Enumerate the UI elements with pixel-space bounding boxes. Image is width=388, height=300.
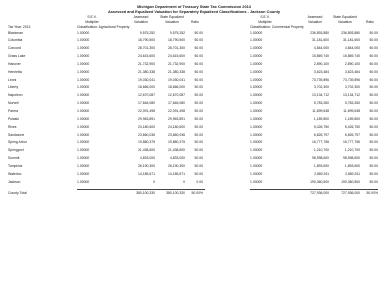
ag-assessed: 19,030,041 xyxy=(138,77,155,82)
com-ratio: 50.00 xyxy=(369,179,378,184)
ag-ratio: 50.00 xyxy=(194,140,203,145)
unit-name: Parma xyxy=(8,109,18,113)
ag-ratio: 50.00 xyxy=(194,163,203,168)
com-sev: 5,426,750 xyxy=(344,124,360,129)
ag-sev: 24,180,600 xyxy=(168,124,185,129)
unit-name: Tompkins xyxy=(8,163,23,168)
com-sev: 236,893,880 xyxy=(341,30,360,35)
com-ratio: 50.00 xyxy=(369,171,378,176)
ag-ratio: 50.00 xyxy=(194,109,203,113)
com-multiplier-header-2: Multiplier xyxy=(258,20,272,24)
ag-assessed: 18,666,000 xyxy=(138,85,155,90)
ag-multiplier: 1.00000 xyxy=(77,69,90,74)
unit-name: Concord xyxy=(8,46,21,51)
com-sev-header-1: State Equalized xyxy=(333,15,357,19)
ag-sev: 17,646,080 xyxy=(168,101,185,106)
com-sev: 73,739,896 xyxy=(343,77,360,82)
table-row xyxy=(0,31,388,36)
unit-name: Blackman xyxy=(8,30,23,35)
com-assessed: 31,181,600 xyxy=(312,38,329,43)
ag-assessed: 18,790,500 xyxy=(138,38,155,43)
ag-ratio: 50.00 xyxy=(194,116,203,121)
com-assessed: 5,783,260 xyxy=(313,101,329,106)
unit-name: Summit xyxy=(8,156,20,161)
ag-ratio-header: Ratio xyxy=(191,20,199,24)
ag-ratio: 50.00 xyxy=(194,46,203,51)
com-ratio: 50.00 xyxy=(369,46,378,51)
ag-ratio: 50.00 xyxy=(194,54,203,59)
com-ratio: 50.00 xyxy=(369,93,378,98)
ag-sev: 12,670,087 xyxy=(168,93,185,98)
ag-assessed: 22,091,498 xyxy=(138,109,155,113)
unit-name: Liberty xyxy=(8,85,19,90)
com-sev: 13,134,712 xyxy=(343,93,360,98)
com-assessed: 98,998,600 xyxy=(312,156,329,161)
com-multiplier: 1.00000 xyxy=(250,124,263,129)
ag-assessed: 26,190,300 xyxy=(138,163,155,168)
com-sev: 3,702,300 xyxy=(344,85,360,90)
com-multiplier: 1.00000 xyxy=(250,30,263,35)
com-multiplier: 1.00000 xyxy=(250,163,263,168)
com-multiplier: 1.00000 xyxy=(250,116,263,121)
ag-assessed: 21,438,600 xyxy=(138,148,155,153)
ag-ratio: 50.00 xyxy=(194,124,203,129)
ag-multiplier: 1.00000 xyxy=(77,179,90,184)
ag-classification-label: Classification: Agricultural Property xyxy=(77,25,130,29)
table-row xyxy=(0,133,388,138)
table-row xyxy=(0,38,388,43)
ag-sev: 22,091,498 xyxy=(168,109,185,113)
ag-sev: 19,030,041 xyxy=(168,77,185,82)
report-title-line-1: Michigan Department of Treasury State Tax Commission 2013 xyxy=(137,4,251,9)
ag-ratio: 50.00 xyxy=(194,101,203,106)
com-multiplier: 1.00000 xyxy=(250,179,263,184)
unit-name: Waterloo xyxy=(8,171,22,176)
com-assessed: 1,189,800 xyxy=(313,116,329,121)
ag-sev: 19,880,375 xyxy=(168,140,185,145)
com-assessed: 6,826,797 xyxy=(313,132,329,137)
com-sev: 15,869,740 xyxy=(343,54,360,59)
table-row xyxy=(0,156,388,161)
com-sev: 16,777,756 xyxy=(343,140,360,145)
com-multiplier: 1.00000 xyxy=(250,140,263,145)
ag-multiplier: 1.00000 xyxy=(77,156,90,161)
com-sev: 1,189,800 xyxy=(344,116,360,121)
com-sev: 2,890,100 xyxy=(344,61,360,66)
ag-assessed: 23,660,036 xyxy=(138,132,155,137)
com-ratio: 50.00 xyxy=(369,85,378,90)
ag-sev: 24,615,600 xyxy=(168,54,185,59)
com-assessed: 11,699,638 xyxy=(312,109,329,113)
com-sev: 2,880,911 xyxy=(345,171,360,176)
com-ratio: 50.00 xyxy=(369,77,378,82)
com-total-sev: 727,936,000 xyxy=(341,190,360,195)
ag-multiplier: 1.00000 xyxy=(77,101,90,106)
ag-sev: 21,732,900 xyxy=(168,61,185,66)
ag-multiplier-header-2: Multiplier xyxy=(85,20,99,24)
unit-name: Leoni xyxy=(8,77,17,82)
com-multiplier: 1.00000 xyxy=(250,171,263,176)
ag-ratio: 50.00 xyxy=(194,156,203,161)
com-assessed-header-1: Assessed xyxy=(307,15,323,19)
com-assessed-header-2: Valuation xyxy=(308,20,322,24)
ag-multiplier: 1.00000 xyxy=(77,77,90,82)
com-sev-header-2: Valuation xyxy=(338,20,352,24)
unit-name: Pulaski xyxy=(8,116,19,121)
com-assessed: 190,360,500 xyxy=(310,179,329,184)
table-row xyxy=(0,62,388,67)
com-ratio: 50.00 xyxy=(369,156,378,161)
com-multiplier: 1.00000 xyxy=(250,132,263,137)
com-sev: 190,360,500 xyxy=(341,179,360,184)
unit-name: Hanover xyxy=(8,61,21,66)
table-row xyxy=(0,172,388,177)
com-assessed: 2,890,100 xyxy=(313,61,329,66)
table-row xyxy=(0,140,388,145)
ag-sev: 21,380,338 xyxy=(168,69,185,74)
ag-multiplier: 1.00000 xyxy=(77,109,90,113)
county-total-row xyxy=(0,191,388,196)
ag-sev: 0 xyxy=(183,179,185,184)
table-row xyxy=(0,93,388,98)
ag-ratio: 50.00 xyxy=(194,132,203,137)
com-assessed: 73,739,896 xyxy=(312,77,329,82)
com-multiplier: 1.00000 xyxy=(250,101,263,106)
com-sev: 6,826,797 xyxy=(344,132,360,137)
ag-assessed: 17,646,080 xyxy=(138,101,155,106)
ag-ratio: 0.00 xyxy=(196,179,203,184)
table-row xyxy=(0,46,388,51)
ag-multiplier: 1.00000 xyxy=(77,132,90,137)
com-multiplier: 1.00000 xyxy=(250,156,263,161)
ag-assessed: 21,732,900 xyxy=(138,61,155,66)
ag-multiplier: 1.00000 xyxy=(77,30,90,35)
com-assessed: 13,134,712 xyxy=(312,93,329,98)
com-multiplier: 1.00000 xyxy=(250,85,263,90)
com-multiplier-header-1: S.E.V. xyxy=(260,15,270,19)
tax-year-label: Tax Year: 2013 xyxy=(8,25,31,29)
ag-multiplier: 1.00000 xyxy=(77,171,90,176)
com-ratio: 50.00 xyxy=(369,69,378,74)
com-ratio: 50.00 xyxy=(369,61,378,66)
ag-sev: 14,185,671 xyxy=(168,171,185,176)
ag-multiplier: 1.00000 xyxy=(77,148,90,153)
ag-multiplier: 1.00000 xyxy=(77,38,90,43)
unit-name: Rives xyxy=(8,124,17,129)
com-ratio: 50.00 xyxy=(369,30,378,35)
ag-ratio: 50.00 xyxy=(194,93,203,98)
com-assessed: 1,210,700 xyxy=(313,148,329,153)
com-ratio: 50.00 xyxy=(369,132,378,137)
com-ratio: 50.00 xyxy=(369,116,378,121)
ag-assessed-header-2: Valuation xyxy=(134,20,148,24)
table-row xyxy=(0,117,388,122)
table-row xyxy=(0,164,388,169)
ag-sev: 18,666,000 xyxy=(168,85,185,90)
ag-ratio: 50.00 xyxy=(194,38,203,43)
ag-sev: 21,438,600 xyxy=(168,148,185,153)
unit-name: Spring Arbor xyxy=(8,140,27,145)
ag-sev-header-2: Valuation xyxy=(165,20,179,24)
table-row xyxy=(0,70,388,75)
table-row xyxy=(0,85,388,90)
ag-total-assessed: 380,100,330 xyxy=(136,190,155,195)
table-row xyxy=(0,180,388,185)
ag-multiplier: 1.00000 xyxy=(77,163,90,168)
ag-ratio: 50.00 xyxy=(194,85,203,90)
ag-multiplier: 1.00000 xyxy=(77,61,90,66)
com-classification-label: Classification: Commercial Property xyxy=(250,25,304,29)
com-multiplier: 1.00000 xyxy=(250,46,263,51)
ag-sev: 28,701,300 xyxy=(168,46,185,51)
county-total-label: County Total xyxy=(8,190,27,195)
com-assessed: 1,893,600 xyxy=(313,163,329,168)
ag-assessed: 21,380,338 xyxy=(138,69,155,74)
ag-sev: 18,790,500 xyxy=(168,38,185,43)
table-row xyxy=(0,54,388,59)
com-multiplier: 1.00000 xyxy=(250,38,263,43)
ag-sev: 4,833,000 xyxy=(169,156,185,161)
unit-name: Henrietta xyxy=(8,69,22,74)
ag-multiplier: 1.00000 xyxy=(77,54,90,59)
com-sev: 1,210,700 xyxy=(344,148,360,153)
com-multiplier: 1.00000 xyxy=(250,109,263,113)
ag-ratio: 50.00 xyxy=(194,30,203,35)
ag-assessed: 4,833,000 xyxy=(139,156,155,161)
ag-total-ratio: 50.00% xyxy=(191,190,203,195)
ag-multiplier: 1.00000 xyxy=(77,46,90,51)
ag-sev: 9,575,252 xyxy=(169,30,185,35)
ag-assessed: 0 xyxy=(153,179,155,184)
table-row xyxy=(0,125,388,130)
com-ratio: 50.00 xyxy=(369,54,378,59)
com-ratio: 50.00 xyxy=(369,140,378,145)
unit-name: Sandstone xyxy=(8,132,25,137)
com-sev: 3,623,484 xyxy=(344,69,360,74)
com-ratio: 50.00 xyxy=(369,163,378,168)
com-assessed: 236,893,880 xyxy=(310,30,329,35)
table-row xyxy=(0,109,388,114)
ag-multiplier-header-1: S.E.V. xyxy=(87,15,97,19)
com-multiplier: 1.00000 xyxy=(250,77,263,82)
com-sev: 98,998,600 xyxy=(343,156,360,161)
com-ratio: 50.00 xyxy=(369,148,378,153)
ag-sev: 26,190,300 xyxy=(168,163,185,168)
ag-sev-header-1: State Equalized xyxy=(160,15,184,19)
table-row xyxy=(0,101,388,106)
ag-ratio: 50.00 xyxy=(194,69,203,74)
com-sev: 1,893,600 xyxy=(344,163,360,168)
com-ratio: 50.00 xyxy=(369,109,378,113)
com-multiplier: 1.00000 xyxy=(250,61,263,66)
ag-assessed: 14,185,671 xyxy=(138,171,155,176)
unit-name: Columbia xyxy=(8,38,23,43)
com-assessed: 5,426,750 xyxy=(313,124,329,129)
com-ratio: 50.00 xyxy=(369,124,378,129)
ag-ratio: 50.00 xyxy=(194,171,203,176)
ag-multiplier: 1.00000 xyxy=(77,85,90,90)
com-assessed: 15,869,740 xyxy=(312,54,329,59)
table-row xyxy=(0,78,388,83)
unit-name: Jackson xyxy=(8,179,21,184)
com-ratio: 50.00 xyxy=(369,38,378,43)
ag-assessed: 28,701,300 xyxy=(138,46,155,51)
table-row xyxy=(0,148,388,153)
com-sev: 5,783,260 xyxy=(344,101,360,106)
ag-total-sev: 380,100,330 xyxy=(166,190,185,195)
ag-assessed: 24,615,600 xyxy=(138,54,155,59)
unit-name: Springport xyxy=(8,148,24,153)
com-multiplier: 1.00000 xyxy=(250,148,263,153)
com-sev: 31,181,600 xyxy=(343,38,360,43)
com-total-assessed: 727,936,000 xyxy=(310,190,329,195)
ag-assessed: 9,575,252 xyxy=(139,30,155,35)
com-total-ratio: 50.00% xyxy=(366,190,378,195)
ag-ratio: 50.00 xyxy=(194,148,203,153)
ag-assessed: 29,963,891 xyxy=(138,116,155,121)
ag-multiplier: 1.00000 xyxy=(77,140,90,145)
com-multiplier: 1.00000 xyxy=(250,93,263,98)
ag-ratio: 50.00 xyxy=(194,77,203,82)
unit-name: Norvell xyxy=(8,101,19,106)
ag-sev: 29,963,891 xyxy=(168,116,185,121)
unit-name: Grass Lake xyxy=(8,54,26,59)
ag-sev: 23,660,036 xyxy=(168,132,185,137)
ag-assessed: 19,880,375 xyxy=(138,140,155,145)
com-sev: 11,699,638 xyxy=(343,109,360,113)
ag-assessed-header-1: Assessed xyxy=(133,15,149,19)
ag-ratio: 50.00 xyxy=(194,61,203,66)
com-sev: 4,844,000 xyxy=(344,46,360,51)
ag-multiplier: 1.00000 xyxy=(77,93,90,98)
com-assessed: 3,702,300 xyxy=(313,85,329,90)
com-assessed: 16,777,756 xyxy=(312,140,329,145)
com-assessed: 4,844,000 xyxy=(313,46,329,51)
ag-assessed: 12,670,087 xyxy=(138,93,155,98)
com-ratio: 50.00 xyxy=(369,101,378,106)
report-title-line-2: Assessed and Equalized Valuation for Separately Equalized Classifications - Jackson County xyxy=(107,9,281,14)
ag-multiplier: 1.00000 xyxy=(77,116,90,121)
ag-multiplier: 1.00000 xyxy=(77,124,90,129)
com-assessed: 2,880,911 xyxy=(314,171,329,176)
ag-assessed: 24,180,600 xyxy=(138,124,155,129)
com-assessed: 3,623,484 xyxy=(313,69,329,74)
unit-name: Napoleon xyxy=(8,93,23,98)
com-multiplier: 1.00000 xyxy=(250,54,263,59)
com-multiplier: 1.00000 xyxy=(250,69,263,74)
com-ratio-header: Ratio xyxy=(366,20,374,24)
